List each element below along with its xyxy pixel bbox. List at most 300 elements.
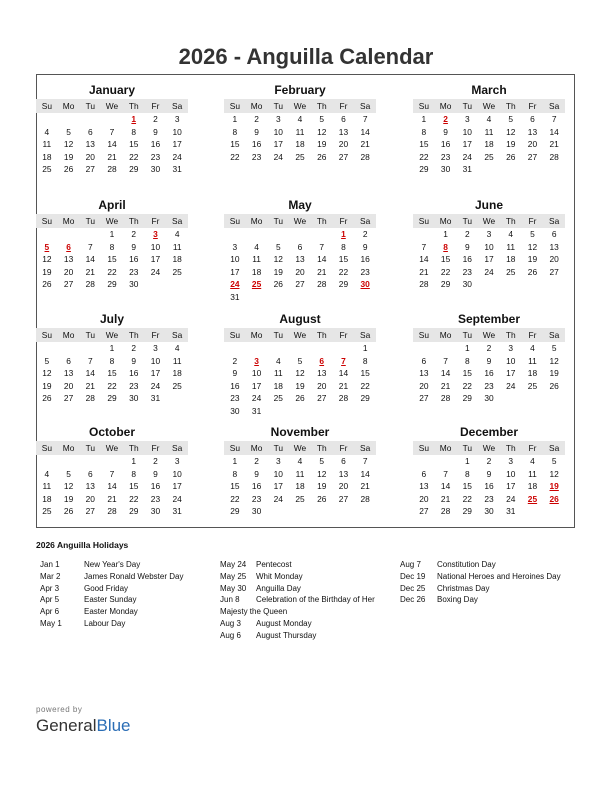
- day-cell: 8: [232, 126, 238, 137]
- day-cell: 11: [273, 368, 283, 379]
- day-cell: 13: [317, 368, 327, 379]
- day-cell: 23: [150, 151, 161, 162]
- day-cell: 23: [129, 266, 139, 277]
- day-cell: 14: [549, 126, 559, 137]
- weekday-label: Su: [229, 443, 240, 453]
- weekday-label: Mo: [62, 443, 75, 453]
- day-cell: 10: [506, 468, 516, 479]
- day-cell: 18: [295, 139, 305, 150]
- empty-day-cell: [333, 291, 355, 304]
- day-cell: 7: [87, 355, 93, 366]
- empty-day-cell: [145, 278, 167, 291]
- week-row: [224, 455, 376, 468]
- day-cell: 20: [419, 493, 429, 504]
- day-cell: 5: [66, 468, 71, 479]
- day-cell: 12: [549, 355, 559, 366]
- weekday-label: Tu: [462, 443, 473, 453]
- day-cell: 13: [85, 139, 95, 150]
- empty-day-cell: [166, 392, 188, 405]
- weekday-label: Th: [128, 443, 139, 453]
- day-cell: 17: [230, 266, 240, 277]
- weekday-header: [413, 441, 565, 455]
- day-cell: 28: [317, 279, 327, 290]
- day-cell: 3: [464, 114, 470, 124]
- day-cell: 29: [129, 506, 139, 517]
- weekday-label: Mo: [439, 330, 452, 340]
- day-cell: 24: [484, 266, 494, 277]
- day-cell: 18: [42, 151, 52, 162]
- day-cell: 14: [317, 254, 327, 265]
- empty-day-cell: [289, 291, 311, 304]
- weekday-label: Fr: [339, 216, 348, 226]
- month-6: [36, 311, 188, 405]
- empty-day-cell: [79, 342, 101, 355]
- day-cell: 14: [440, 481, 451, 492]
- day-cell: 4: [297, 456, 303, 466]
- day-cell: 26: [63, 506, 74, 517]
- month-9: [36, 424, 188, 518]
- weekday-label: Mo: [62, 216, 75, 226]
- day-cell: 12: [63, 139, 74, 150]
- day-cell: 29: [107, 393, 117, 404]
- holiday-row: [400, 583, 561, 595]
- week-row: [224, 278, 376, 291]
- day-cell: 8: [464, 468, 470, 479]
- day-cell: 13: [419, 481, 429, 492]
- day-cell: 10: [172, 126, 182, 137]
- day-cell: 7: [341, 355, 346, 366]
- day-cell: 5: [319, 456, 325, 466]
- week-row: [224, 138, 376, 151]
- day-cell: 14: [107, 481, 117, 492]
- brand-logo[interactable]: [36, 716, 131, 736]
- day-cell: 20: [527, 139, 538, 150]
- day-cell: 24: [273, 151, 283, 162]
- day-cell: 6: [87, 126, 93, 137]
- empty-day-cell: [413, 342, 435, 355]
- day-cell: 19: [63, 493, 74, 504]
- weekday-label: Th: [316, 443, 327, 453]
- day-cell: 27: [85, 506, 95, 517]
- day-cell: 28: [107, 506, 117, 517]
- month-8: [413, 311, 565, 405]
- holiday-date: May 1: [40, 618, 62, 628]
- day-cell: 7: [319, 241, 325, 252]
- weekday-label: Tu: [462, 330, 473, 340]
- day-cell: 5: [44, 241, 50, 252]
- day-cell: 19: [317, 481, 327, 492]
- day-cell: 20: [295, 266, 305, 277]
- weekday-label: Su: [41, 443, 52, 453]
- day-cell: 25: [506, 266, 516, 277]
- day-cell: 14: [338, 368, 349, 379]
- day-cell: 20: [63, 266, 74, 277]
- weekday-label: We: [293, 330, 307, 340]
- day-cell: 7: [551, 114, 557, 124]
- weekday-label: Tu: [85, 216, 96, 226]
- holiday-name: Christmas Day: [437, 583, 490, 593]
- week-row: [413, 342, 565, 355]
- holiday-row: [40, 606, 183, 618]
- weekday-label: Mo: [439, 443, 452, 453]
- holiday-row: [400, 559, 561, 571]
- weekday-label: We: [293, 216, 307, 226]
- week-row: [36, 505, 188, 518]
- day-cell: 22: [338, 266, 349, 277]
- day-cell: 23: [230, 393, 240, 404]
- day-cell: 28: [338, 393, 349, 404]
- weekday-label: Tu: [462, 216, 473, 226]
- day-cell: 31: [462, 164, 472, 175]
- day-cell: 21: [440, 493, 451, 504]
- holiday-column-2: [400, 559, 561, 606]
- day-cell: 10: [462, 126, 472, 137]
- day-cell: 14: [85, 254, 95, 265]
- day-cell: 15: [230, 139, 240, 150]
- day-cell: 28: [107, 164, 117, 175]
- empty-day-cell: [500, 278, 522, 291]
- day-cell: 23: [462, 266, 472, 277]
- holiday-row: [40, 583, 183, 595]
- empty-day-cell: [522, 392, 544, 405]
- day-cell: 15: [419, 139, 429, 150]
- weekday-label: Su: [418, 216, 429, 226]
- week-row: [224, 228, 376, 241]
- empty-day-cell: [36, 342, 58, 355]
- day-cell: 25: [295, 151, 305, 162]
- holiday-date: Dec 19: [400, 571, 426, 581]
- week-row: [224, 241, 376, 254]
- day-cell: 21: [549, 139, 559, 150]
- brand-name-part2: Blue: [96, 716, 131, 735]
- empty-day-cell: [58, 113, 80, 126]
- empty-day-cell: [478, 163, 500, 176]
- day-cell: 30: [440, 164, 451, 175]
- day-cell: 11: [506, 241, 516, 252]
- day-cell: 24: [273, 493, 283, 504]
- day-cell: 30: [462, 279, 472, 290]
- day-cell: 19: [42, 266, 52, 277]
- day-cell: 13: [338, 468, 349, 479]
- day-cell: 5: [44, 355, 50, 366]
- day-cell: 5: [508, 114, 514, 124]
- empty-day-cell: [36, 113, 58, 126]
- empty-day-cell: [413, 228, 435, 241]
- day-cell: 20: [63, 380, 74, 391]
- month-name: August: [279, 312, 321, 326]
- month-name: February: [274, 83, 326, 97]
- day-cell: 16: [251, 139, 262, 150]
- day-cell: 9: [153, 468, 158, 479]
- day-cell: 11: [172, 241, 182, 252]
- empty-day-cell: [354, 505, 376, 518]
- month-name: January: [88, 83, 136, 97]
- day-cell: 12: [42, 368, 52, 379]
- holiday-name: Easter Monday: [84, 607, 138, 617]
- month-name: July: [99, 312, 124, 326]
- weekday-label: Th: [128, 101, 139, 111]
- empty-day-cell: [311, 228, 333, 241]
- week-row: [36, 367, 188, 380]
- day-cell: 1: [341, 229, 346, 239]
- day-cell: 2: [362, 229, 368, 239]
- week-row: [36, 455, 188, 468]
- day-cell: 23: [129, 380, 139, 391]
- empty-day-cell: [246, 342, 268, 355]
- day-cell: 18: [484, 139, 494, 150]
- week-row: [36, 278, 188, 291]
- day-cell: 10: [484, 241, 494, 252]
- day-cell: 3: [232, 241, 238, 252]
- week-row: [413, 380, 565, 393]
- holiday-row: [220, 559, 375, 571]
- holiday-date: Apr 5: [40, 595, 60, 605]
- day-cell: 19: [295, 380, 305, 391]
- empty-day-cell: [333, 505, 355, 518]
- day-cell: 26: [549, 380, 559, 391]
- day-cell: 9: [486, 355, 492, 366]
- day-cell: 28: [440, 393, 451, 404]
- week-row: [413, 241, 565, 254]
- day-cell: 27: [295, 279, 305, 290]
- weekday-label: Mo: [250, 101, 263, 111]
- weekday-label: Su: [229, 330, 240, 340]
- empty-day-cell: [79, 455, 101, 468]
- day-cell: 16: [150, 139, 161, 150]
- day-cell: 23: [440, 151, 451, 162]
- holiday-row: [400, 571, 561, 583]
- day-cell: 9: [486, 468, 492, 479]
- weekday-label: Mo: [439, 216, 452, 226]
- empty-day-cell: [101, 455, 123, 468]
- day-cell: 1: [362, 343, 368, 353]
- day-cell: 3: [275, 114, 281, 124]
- weekday-header: [36, 99, 188, 113]
- weekday-label: Fr: [339, 101, 348, 111]
- week-row: [36, 380, 188, 393]
- day-cell: 12: [295, 368, 305, 379]
- day-cell: 10: [150, 241, 161, 252]
- weekday-label: Mo: [62, 101, 75, 111]
- empty-day-cell: [79, 113, 101, 126]
- holiday-row: [220, 594, 375, 606]
- day-cell: 18: [172, 254, 182, 265]
- day-cell: 22: [462, 493, 472, 504]
- day-cell: 17: [150, 368, 161, 379]
- day-cell: 30: [484, 393, 494, 404]
- day-cell: 21: [85, 380, 95, 391]
- day-cell: 13: [63, 368, 74, 379]
- day-cell: 13: [549, 241, 559, 252]
- day-cell: 6: [551, 229, 557, 239]
- day-cell: 3: [275, 456, 281, 466]
- day-cell: 26: [317, 493, 327, 504]
- weekday-label: We: [105, 443, 119, 453]
- day-cell: 25: [527, 380, 538, 391]
- empty-day-cell: [246, 291, 268, 304]
- day-cell: 16: [251, 481, 262, 492]
- day-cell: 15: [462, 368, 472, 379]
- day-cell: 25: [172, 266, 182, 277]
- day-cell: 21: [419, 266, 429, 277]
- week-row: [224, 342, 376, 355]
- day-cell: 24: [506, 493, 516, 504]
- holiday-date: Aug 6: [220, 630, 241, 640]
- day-cell: 14: [419, 254, 429, 265]
- weekday-label: Tu: [273, 443, 284, 453]
- day-cell: 18: [273, 380, 283, 391]
- week-row: [413, 253, 565, 266]
- week-row: [224, 126, 376, 139]
- weekday-label: Th: [316, 330, 327, 340]
- day-cell: 11: [528, 468, 537, 479]
- day-cell: 30: [230, 405, 240, 416]
- empty-day-cell: [333, 342, 355, 355]
- month-name: April: [98, 198, 126, 212]
- day-cell: 18: [295, 481, 305, 492]
- day-cell: 31: [251, 405, 262, 416]
- day-cell: 1: [464, 456, 470, 466]
- holiday-row: [220, 630, 375, 642]
- day-cell: 11: [295, 468, 305, 479]
- day-cell: 15: [462, 481, 472, 492]
- day-cell: 28: [440, 506, 451, 517]
- day-cell: 28: [419, 279, 429, 290]
- day-cell: 9: [362, 241, 368, 252]
- day-cell: 7: [109, 126, 115, 137]
- day-cell: 1: [232, 114, 238, 124]
- weekday-header: [224, 214, 376, 228]
- day-cell: 2: [232, 355, 238, 366]
- weekday-label: Su: [229, 216, 240, 226]
- holiday-name: Pentecost: [256, 560, 292, 569]
- day-cell: 22: [440, 266, 451, 277]
- day-cell: 24: [462, 151, 472, 162]
- holiday-row: [40, 594, 183, 606]
- day-cell: 26: [317, 151, 327, 162]
- week-row: [413, 278, 565, 291]
- week-row: [413, 228, 565, 241]
- day-cell: 16: [462, 254, 472, 265]
- day-cell: 1: [131, 114, 137, 124]
- holiday-row: [400, 594, 561, 606]
- week-row: [36, 163, 188, 176]
- week-row: [36, 493, 188, 506]
- day-cell: 3: [254, 355, 259, 366]
- weekday-label: Su: [41, 330, 52, 340]
- weekday-label: Th: [316, 216, 327, 226]
- week-row: [224, 113, 376, 126]
- empty-day-cell: [478, 278, 500, 291]
- day-cell: 27: [63, 393, 74, 404]
- day-cell: 3: [174, 456, 180, 466]
- day-cell: 27: [63, 279, 74, 290]
- day-cell: 13: [63, 254, 74, 265]
- day-cell: 22: [107, 266, 117, 277]
- empty-day-cell: [224, 228, 246, 241]
- day-cell: 24: [172, 493, 182, 504]
- day-cell: 10: [273, 126, 283, 137]
- weekday-label: Tu: [85, 101, 96, 111]
- weekday-header: [36, 328, 188, 342]
- day-cell: 21: [440, 380, 451, 391]
- holiday-date: May 30: [220, 583, 247, 593]
- day-cell: 25: [251, 279, 262, 290]
- day-cell: 28: [360, 151, 370, 162]
- day-cell: 12: [42, 254, 52, 265]
- weekday-header: [36, 214, 188, 228]
- week-row: [36, 480, 188, 493]
- empty-day-cell: [101, 113, 123, 126]
- day-cell: 15: [360, 368, 370, 379]
- day-cell: 29: [419, 164, 429, 175]
- holiday-date: Jan 1: [40, 560, 60, 569]
- day-cell: 25: [273, 393, 283, 404]
- day-cell: 30: [251, 506, 262, 517]
- day-cell: 23: [251, 151, 262, 162]
- day-cell: 15: [107, 368, 117, 379]
- weekday-label: Sa: [549, 101, 560, 111]
- day-cell: 12: [527, 241, 538, 252]
- day-cell: 10: [273, 468, 283, 479]
- day-cell: 4: [254, 241, 259, 252]
- empty-day-cell: [522, 278, 544, 291]
- day-cell: 20: [549, 254, 559, 265]
- weekday-label: Sa: [549, 443, 560, 453]
- day-cell: 14: [360, 468, 370, 479]
- day-cell: 4: [44, 468, 50, 479]
- day-cell: 7: [87, 241, 93, 252]
- page-title: 2026 - Anguilla Calendar: [178, 44, 434, 69]
- empty-day-cell: [311, 405, 333, 418]
- day-cell: 20: [85, 493, 95, 504]
- day-cell: 26: [527, 266, 538, 277]
- day-cell: 17: [506, 481, 516, 492]
- day-cell: 14: [85, 368, 95, 379]
- holiday-row: [220, 606, 375, 618]
- day-cell: 16: [484, 481, 494, 492]
- day-cell: 22: [129, 493, 139, 504]
- weekday-label: Tu: [273, 330, 284, 340]
- day-cell: 19: [42, 380, 52, 391]
- weekday-header: [413, 99, 565, 113]
- brand-name-part1: General: [36, 716, 97, 735]
- weekday-header: [224, 99, 376, 113]
- month-name: March: [471, 83, 507, 97]
- week-row: [413, 113, 565, 126]
- day-cell: 28: [360, 493, 370, 504]
- holiday-name: Good Friday: [84, 583, 129, 593]
- day-cell: 1: [421, 114, 427, 124]
- day-cell: 30: [484, 506, 494, 517]
- day-cell: 5: [66, 126, 71, 137]
- day-cell: 6: [66, 355, 71, 366]
- day-cell: 21: [360, 139, 370, 150]
- weekday-label: Th: [505, 443, 516, 453]
- weekday-header: [413, 328, 565, 342]
- day-cell: 15: [338, 254, 349, 265]
- day-cell: 9: [131, 355, 137, 366]
- empty-day-cell: [289, 228, 311, 241]
- day-cell: 26: [273, 279, 283, 290]
- weekday-label: Su: [418, 443, 429, 453]
- day-cell: 15: [129, 481, 139, 492]
- weekday-label: Tu: [462, 101, 473, 111]
- day-cell: 19: [273, 266, 283, 277]
- day-cell: 17: [150, 254, 161, 265]
- month-1: [224, 82, 376, 163]
- holiday-row: [40, 571, 183, 583]
